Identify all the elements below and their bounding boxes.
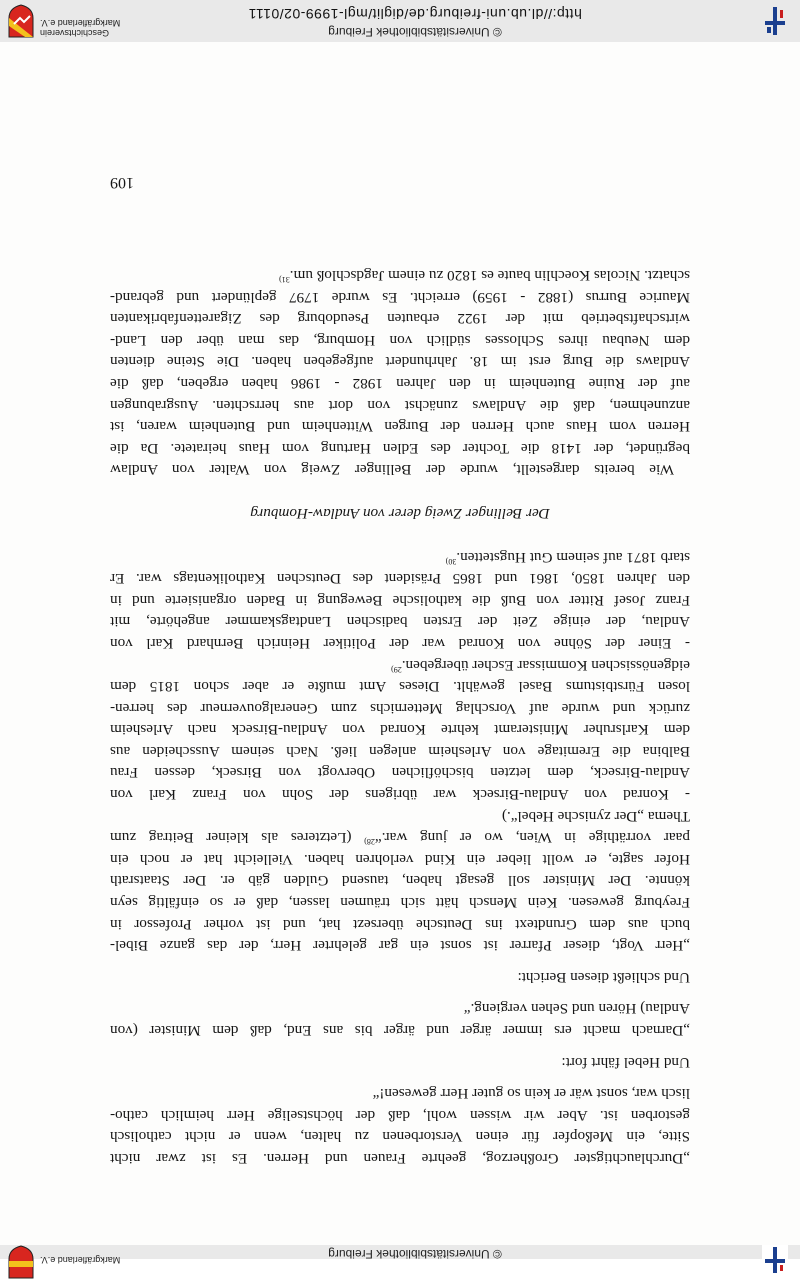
text-line: Andlau) Hören und Sehen vergieng.“ — [463, 1000, 690, 1018]
line-text: starb 1871 auf seinem Gut Hugstetten. — [456, 548, 690, 566]
text-line: Wie bereits dargestellt, wurde der Bellinger Zweig von Walter von Andlaw — [110, 461, 674, 479]
text-line: Hofer sagte, er wollt lieber ein Kind verlohren haben. Vielleicht hat er noch ein — [110, 850, 690, 868]
footnote-ref-29: 29) — [391, 664, 402, 674]
text-line: Andlaws die Burg erst im 18. Jahrhundert aufgegeben haben. Die Steine dienten — [110, 353, 690, 371]
text-line: Andlau, der einige Zeit der Ersten badischen Landtagskammer angehörte, mit — [110, 613, 690, 631]
society-name: Geschichtsverein — [40, 28, 110, 38]
paragraph-heinrich — [110, 546, 690, 654]
text-line — [110, 546, 690, 568]
footnote-ref-30: 30) — [445, 556, 457, 566]
text-line — [110, 264, 690, 286]
paragraph-bellingen — [110, 264, 690, 480]
text-line: lisch war, sonst wär er kein so guter Herr gewesen!“ — [372, 1085, 690, 1103]
text-line: „Darnach macht ers immer ärger und ärger bis ans End, daß dem Minister (von — [110, 1022, 690, 1040]
text-line: dem Neubau ihres Schlosses südlich von Homburg, das man über den Land- — [110, 331, 690, 349]
paragraph-konrad — [110, 654, 690, 805]
text-line: - Konrad von Andlau-Birseck war übrigens der Sohn von Franz Karl von — [110, 786, 690, 804]
page-number: 109 — [110, 174, 134, 191]
text-line: Sitte, ein Meßopfer für einen Verstorbenen zu halten, wenn er nicht catholisch — [110, 1128, 690, 1146]
text-line: Und Hebel fährt fort: — [561, 1053, 690, 1071]
text-line: auf der Ruine Butenheim in den Jahren 1982 - 1986 haben ergeben, daß die — [110, 375, 690, 392]
paragraph-vogt-quote — [110, 805, 690, 956]
society-crest-icon — [8, 4, 34, 38]
text-line: - Einer der Söhne von Konrad war der Politiker Heinrich Bernhard Karl von — [110, 634, 690, 652]
university-library-logo-icon — [762, 6, 788, 36]
line-text: eidgenössischen Kommissar Escher übergeben. — [401, 656, 690, 674]
paragraph-transition — [110, 1051, 690, 1073]
text-line: Balbina die Eremitage von Arlesheim anlegen ließ. Nach seinem Ausscheiden aus — [110, 742, 690, 760]
header-society: Markgräflerland e.V. — [40, 1255, 121, 1265]
text-line: Herren vom Haus auch Herren der Burgen Wittenheim und Butenheim waren, ist — [110, 418, 690, 436]
footer-society — [40, 18, 150, 38]
text-line: buch aus dem Grundtext ins Deutsche übersezt hat, und ist vorher Professor in — [110, 915, 690, 933]
paragraph-quote — [110, 998, 690, 1041]
text-line: Maurice Burrus (1882 - 1959) erreicht. Es wurde 1797 geplündert und gebrand- — [110, 288, 690, 306]
text-line: anzunehmen, daß die Andlaws zunächst von dort aus herrschten. Ausgrabungen — [110, 396, 690, 414]
text-line: „Herr Vogt, dieser Pfarrer ist sonst ein gar gelehrter Herr, der das ganze Bibel- — [110, 937, 690, 955]
text-line: dem Karlsruher Ministeramt kehrte Konrad von Andlau-Birseck nach Arlesheim — [110, 721, 690, 739]
text-line: zurück und wurde auf Vorschlag Metternichs zum Generalgouverneur des herren- — [110, 699, 690, 717]
footer-url-link[interactable]: http://dl.ub.uni-freiburg.de/diglit/mgl-1999-02/0111 — [248, 6, 582, 22]
text-line — [110, 654, 690, 676]
footnote-ref-31: 31) — [279, 275, 290, 285]
footer-credit: © Universitätsbibliothek Freiburg — [328, 25, 502, 39]
text-line: Franz Josef Ritter von Buß die katholische Bewegung in Baden organisierte und in — [110, 591, 690, 609]
university-library-logo-icon — [762, 1245, 788, 1275]
section-heading-wrap — [110, 502, 690, 524]
page-body — [110, 264, 690, 1169]
text-line: wirtschaftsbetrieb mit der 1922 erbauten Pseudoburg des Zigarettenfabrikanten — [110, 310, 690, 328]
text-line: „Durchlauchtigster Großherzog, geehrte Frauen und Herren. Es ist zwar nicht — [110, 1150, 690, 1167]
text-line: gestorben ist. Aber wir wissen wohl, daß der höchstselige Herr heimlich catho- — [110, 1106, 690, 1124]
footnote-ref-28: 28) — [364, 837, 375, 847]
text-line: den Jahren 1850, 1861 und 1865 Präsident des Deutschen Katholikentags war. Er — [110, 570, 690, 588]
footer-bar — [0, 0, 800, 42]
text-line: Und schließt diesen Bericht: — [517, 968, 690, 986]
text-line: Freyburg gewesen. Kein Mensch hätt sich träumen lassen, daß er so einfältig seyn — [110, 894, 690, 912]
quote-end: paar vorräthige in Wien, wo er jung war.“ — [374, 829, 690, 847]
society-region: Markgräflerland e.V. — [40, 18, 121, 28]
text-line: Thema „Der zynische Hebel“.) — [501, 807, 690, 825]
header-bar — [0, 1245, 800, 1265]
header-credit: © Universitätsbibliothek Freiburg — [328, 1247, 502, 1261]
society-crest-icon — [8, 1245, 34, 1279]
section-heading: Der Bellinger Zweig derer von Andlaw-Homburg — [250, 504, 550, 522]
text-line: Andlau-Birseck, dem letzten bischöflichen Obervogt von Birseck, dessen Frau — [110, 764, 690, 782]
line-text: schatzt. Nicolas Koechlin baute es 1820 zu einem Jagdschloß um. — [289, 267, 690, 285]
text-line: begründet, der 1418 die Tochter des Edlen Hartung vom Haus heiratete. Da die — [110, 439, 690, 457]
text-line: losen Fürstbistums Basel gewählt. Dieses Amt mußte er aber schon 1815 dem — [110, 678, 690, 696]
quote-comment: (Letzteres als kleiner Beitrag zum — [109, 829, 352, 847]
text-line: könnte. Der Minister soll gesagt haben, tausend Gulden gäb er. Der Staatsrath — [110, 872, 690, 890]
paragraph-transition-2 — [110, 966, 690, 988]
paragraph-speech — [110, 1083, 690, 1169]
text-line — [110, 827, 690, 849]
